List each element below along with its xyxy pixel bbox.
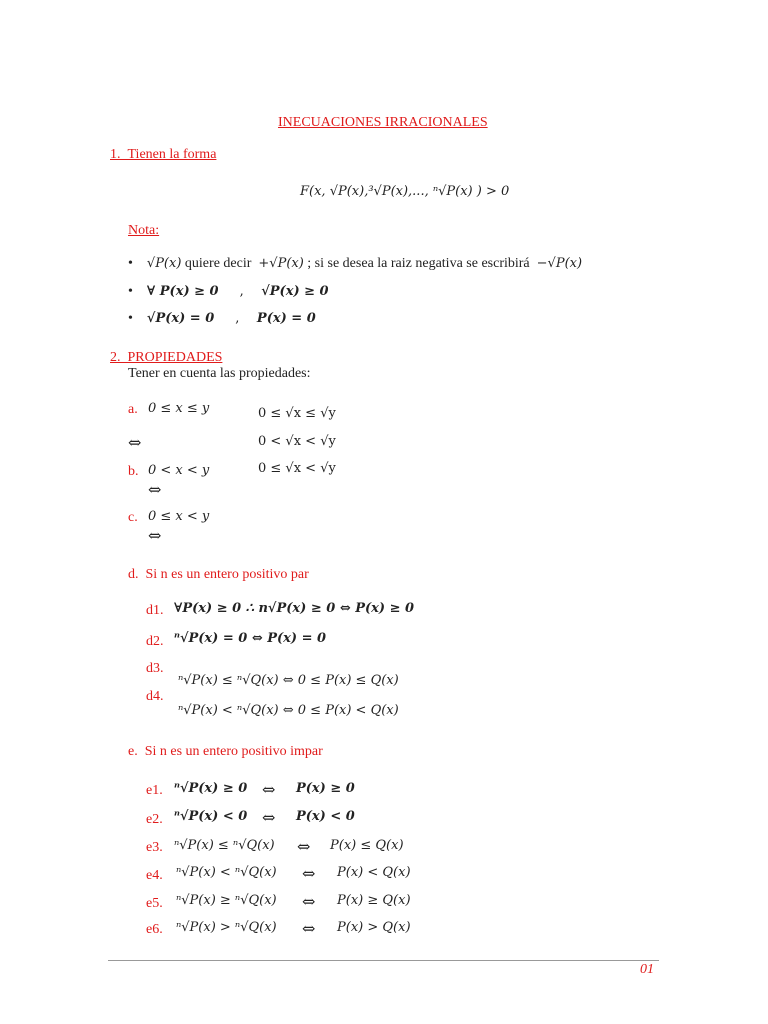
item-c-expr: 0 ≤ x < y: [148, 509, 210, 524]
math-expr: √P(x) = 0: [146, 311, 215, 326]
e1-label: e1.: [146, 783, 163, 798]
nota-label: Nota:: [128, 223, 160, 238]
d2-label: d2.: [146, 634, 164, 649]
iff-symbol: ⇔: [128, 433, 142, 452]
bullet-dot: •: [128, 284, 133, 299]
e6-label: e6.: [146, 922, 163, 937]
section-2-intro: Tener en cuenta las propiedades:: [128, 366, 311, 381]
general-form-formula: F(x, √P(x),³√P(x),..., ⁿ√P(x) ) > 0: [300, 184, 510, 199]
page-number: 01: [640, 962, 654, 977]
math-sep: ,: [239, 284, 244, 299]
math-expr: −√P(x): [536, 256, 583, 271]
math-sep: ,: [235, 311, 240, 326]
item-a-label: a.: [128, 402, 138, 417]
e4-right: P(x) < Q(x): [337, 865, 411, 880]
subsection-d-heading: d. Si n es un entero positivo par: [128, 567, 309, 582]
bullet-dot: •: [128, 256, 133, 271]
e5-label: e5.: [146, 896, 163, 911]
e5-left: ⁿ√P(x) ≥ ⁿ√Q(x): [176, 893, 277, 908]
e2-left: ⁿ√P(x) < 0: [174, 809, 248, 824]
page-title: INECUACIONES IRRACIONALES: [278, 115, 488, 130]
bullet-1: [128, 256, 582, 272]
item-b-expr: 0 < x < y: [148, 463, 210, 478]
e1-right: P(x) ≥ 0: [296, 781, 355, 796]
subsection-e-heading: e. Si n es un entero positivo impar: [128, 744, 323, 759]
math-expr: √P(x): [146, 256, 182, 271]
d4-label: d4.: [146, 689, 164, 704]
d4-expr: ⁿ√P(x) < ⁿ√Q(x) ⇔ 0 ≤ P(x) < Q(x): [178, 703, 399, 718]
iff-symbol: ⇔: [262, 780, 276, 799]
iff-symbol: ⇔: [262, 808, 276, 827]
d1-expr: ∀P(x) ≥ 0 ∴ n√P(x) ≥ 0 ⇔ P(x) ≥ 0: [174, 601, 415, 616]
item-b-right: 0 ≤ √x < √y: [258, 461, 336, 476]
bullet-text: quiere decir: [184, 256, 252, 271]
e4-label: e4.: [146, 868, 163, 883]
iff-symbol: ⇔: [302, 919, 316, 938]
item-b-label: b.: [128, 464, 139, 479]
d1-label: d1.: [146, 603, 164, 618]
item-mid-right: 0 < √x < √y: [258, 434, 336, 449]
iff-symbol: ⇔: [148, 480, 162, 499]
d3-label: d3.: [146, 661, 164, 676]
footer-rule: [108, 960, 659, 961]
iff-symbol: ⇔: [302, 892, 316, 911]
e3-left: ⁿ√P(x) ≤ ⁿ√Q(x): [174, 838, 275, 853]
e2-right: P(x) < 0: [296, 809, 355, 824]
iff-symbol: ⇔: [297, 837, 311, 856]
e4-left: ⁿ√P(x) < ⁿ√Q(x): [176, 865, 277, 880]
item-a-right: 0 ≤ √x ≤ √y: [258, 406, 336, 421]
section-1-heading: 1. Tienen la forma: [110, 147, 217, 162]
e1-left: ⁿ√P(x) ≥ 0: [174, 781, 248, 796]
bullet-dot: •: [128, 311, 133, 326]
bullet-text: ; si se desea la raiz negativa se escribirá: [307, 256, 530, 271]
d3-expr: ⁿ√P(x) ≤ ⁿ√Q(x) ⇔ 0 ≤ P(x) ≤ Q(x): [178, 673, 399, 688]
e5-right: P(x) ≥ Q(x): [337, 893, 411, 908]
item-a-expr: 0 ≤ x ≤ y: [148, 401, 210, 416]
bullet-3: [128, 311, 316, 327]
item-c-label: c.: [128, 510, 138, 525]
e3-label: e3.: [146, 840, 163, 855]
bullet-2: [128, 284, 329, 300]
math-expr: P(x) = 0: [256, 311, 316, 326]
math-expr: +√P(x): [258, 256, 304, 271]
iff-symbol: ⇔: [302, 864, 316, 883]
d2-expr: ⁿ√P(x) = 0 ⇔ P(x) = 0: [174, 631, 327, 646]
e6-right: P(x) > Q(x): [337, 920, 411, 935]
e2-label: e2.: [146, 812, 163, 827]
e3-right: P(x) ≤ Q(x): [330, 838, 404, 853]
e6-left: ⁿ√P(x) > ⁿ√Q(x): [176, 920, 277, 935]
math-expr: √P(x) ≥ 0: [261, 284, 329, 299]
section-2-heading: 2. PROPIEDADES: [110, 350, 223, 365]
math-expr: ∀ P(x) ≥ 0: [146, 284, 219, 299]
iff-symbol: ⇔: [148, 526, 162, 545]
